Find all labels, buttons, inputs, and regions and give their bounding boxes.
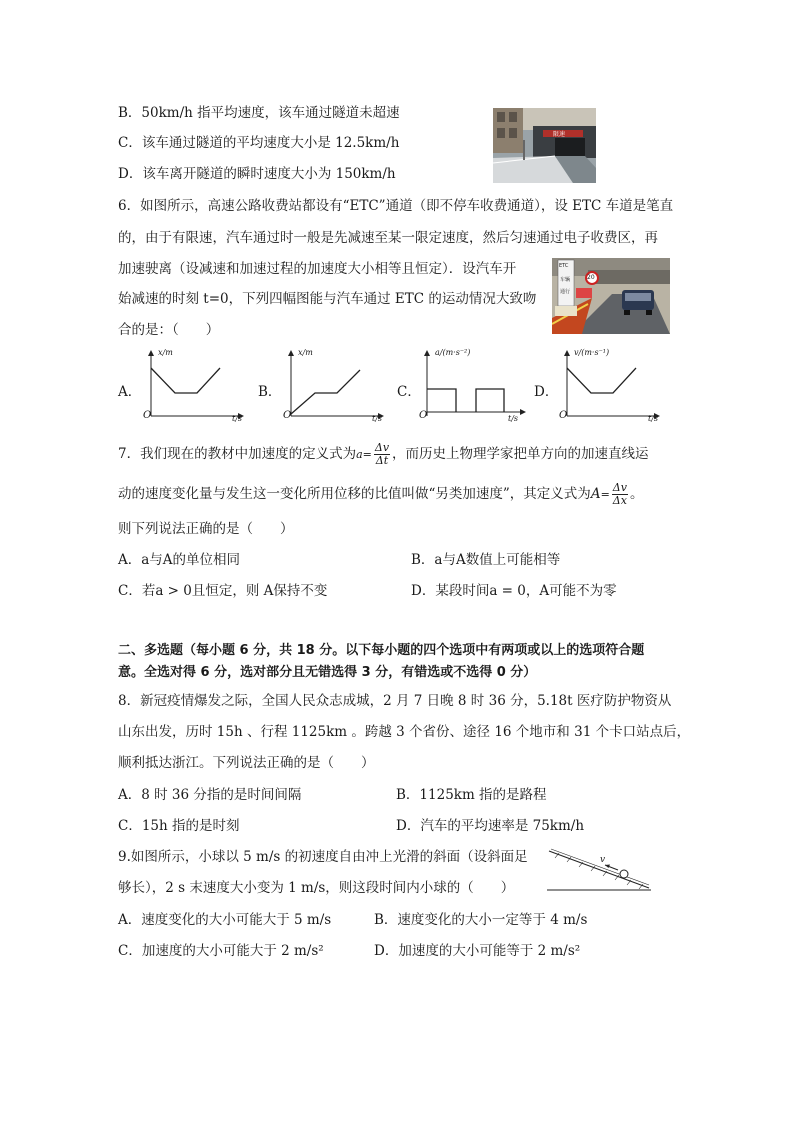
q7-line1-post: ，而历史上物理学家把单方向的加速直线运 [392, 446, 649, 462]
q7-option-b: B．a与A数值上可能相等 [411, 552, 561, 568]
graph-c-xlabel: t/s [508, 414, 519, 423]
q6-stem-line2: 的，由于有限速，汽车通过时一般是先减速至某一限定速度，然后匀速通过电子收费区，再 [118, 230, 658, 246]
q9-option-c: C．加速度的大小可能大于 2 m/s² [118, 943, 324, 959]
q6-stem-line3: 加速驶离（设减速和加速过程的加速度大小相等且恒定）．设汽车开 [118, 261, 517, 277]
q6-stem-line4: 始减速的时刻 t=0，下列四幅图能与汽车通过 ETC 的运动情况大致吻 [118, 291, 537, 307]
graph-d-origin: O [559, 410, 568, 421]
q9-stem-line1: 9.如图所示，小球以 5 m/s 的初速度自由冲上光滑的斜面（设斜面足 [118, 849, 528, 865]
graph-a-xlabel: t/s [232, 414, 243, 423]
q7-option-c: C．若a > 0且恒定，则 A保持不变 [118, 583, 328, 599]
speed-limit-sign: 20 [587, 274, 595, 281]
q7-equals-2: = [600, 488, 610, 501]
incline-v-label: v [600, 855, 606, 865]
q7-stem-line3: 则下列说法正确的是（ ） [118, 521, 294, 537]
graph-a-origin: O [143, 410, 152, 421]
q7-dx-den: Δx [612, 494, 627, 507]
q7-fraction-A [612, 482, 628, 507]
graph-c-ylabel: a/(m·s⁻²) [435, 348, 471, 357]
q7-dt-den: Δt [375, 454, 389, 467]
graph-a-xt [140, 348, 245, 428]
graph-a-ylabel: x/m [158, 348, 173, 357]
q7-stem-line1 [118, 442, 649, 467]
q7-dv-num: Δv [374, 441, 390, 454]
q7-dv-num-2: Δv [612, 481, 627, 494]
q7-line1-pre: 7．我们现在的教材中加速度的定义式为 [118, 446, 357, 462]
graph-d-vt [556, 348, 661, 428]
q5-option-d: D．该车离开隧道的瞬时速度大小为 150km/h [118, 166, 396, 182]
q7-A-symbol: A [590, 486, 601, 502]
q8-option-b: B．1125km 指的是路程 [396, 787, 547, 803]
graph-d-xlabel: t/s [648, 414, 659, 423]
q8-stem-line3: 顺利抵达浙江。下列说法正确的是（ ） [118, 755, 375, 771]
section2-heading-line2: 意。全选对得 6 分，选对部分且无错选得 3 分，有错选或不选得 0 分） [118, 665, 537, 680]
etc-sign-bot: 通行 [560, 289, 571, 295]
q7-option-d: D．某段时间a = 0，A可能不为零 [411, 583, 617, 599]
q9-stem-line2: 够长），2 s 末速度大小变为 1 m/s，则这段时间内小球的（ ） [118, 880, 515, 896]
q8-option-a: A．8 时 36 分指的是时间间隔 [118, 787, 302, 803]
graph-d-label: D． [534, 384, 559, 400]
graph-b-xlabel: t/s [372, 414, 383, 423]
q7-line2-post: 。 [629, 486, 644, 502]
graph-a-label: A． [118, 384, 142, 400]
q9-option-a: A．速度变化的大小可能大于 5 m/s [118, 912, 332, 928]
q7-option-a: A．a与A的单位相同 [118, 552, 241, 568]
q7-equals: = [362, 448, 372, 461]
graph-b-ylabel: x/m [298, 348, 313, 357]
q8-option-c: C．15h 指的是时刻 [118, 818, 240, 834]
tunnel-sign-text: 限速 [553, 131, 566, 138]
q9-option-d: D．加速度的大小可能等于 2 m/s² [374, 943, 581, 959]
graph-d-ylabel: v/(m·s⁻¹) [574, 348, 610, 357]
q8-stem-line2: 山东出发，历时 15h 、行程 1125km 。跨越 3 个省份、途径 16 个地市和 31 个卡口站点后， [118, 724, 691, 740]
q8-option-d: D．汽车的平均速率是 75km/h [396, 818, 585, 834]
graph-b-label: B． [258, 384, 282, 400]
etc-photo [552, 258, 670, 334]
q7-stem-line2 [118, 482, 643, 507]
q7-fraction-a [374, 442, 390, 467]
q5-option-b: B．50km/h 指平均速度，该车通过隧道未超速 [118, 105, 400, 121]
q9-option-b: B．速度变化的大小一定等于 4 m/s [374, 912, 588, 928]
q6-stem-line5: 合的是：（ ） [118, 322, 220, 338]
section2-heading-line1: 二、多选题（每小题 6 分，共 18 分。以下每小题的四个选项中有两项或以上的选项符合题 [118, 643, 645, 658]
graph-c-label: C． [397, 384, 421, 400]
etc-sign-top: ETC [559, 263, 569, 269]
graph-b-origin: O [283, 410, 292, 421]
q7-line2-pre: 动的速度变化量与发生这一变化所用位移的比值叫做“另类加速度”，其定义式为 [118, 486, 591, 502]
tunnel-photo [493, 108, 596, 183]
graph-b-xt [280, 348, 385, 428]
q7-a-symbol: a [356, 448, 363, 461]
q8-stem-line1: 8．新冠疫情爆发之际，全国人民众志成城，2 月 7 日晚 8 时 36 分，5.18t 医疗防护物资从 [118, 693, 672, 709]
q5-option-c: C．该车通过隧道的平均速度大小是 12.5km/h [118, 135, 400, 151]
graph-c-origin: O [419, 410, 428, 421]
etc-sign-mid: 车辆 [560, 277, 571, 283]
q6-stem-line1: 6．如图所示，高速公路收费站都设有“ETC”通道（即不停车收费通道），设 ETC 车道是笔直 [118, 198, 674, 214]
